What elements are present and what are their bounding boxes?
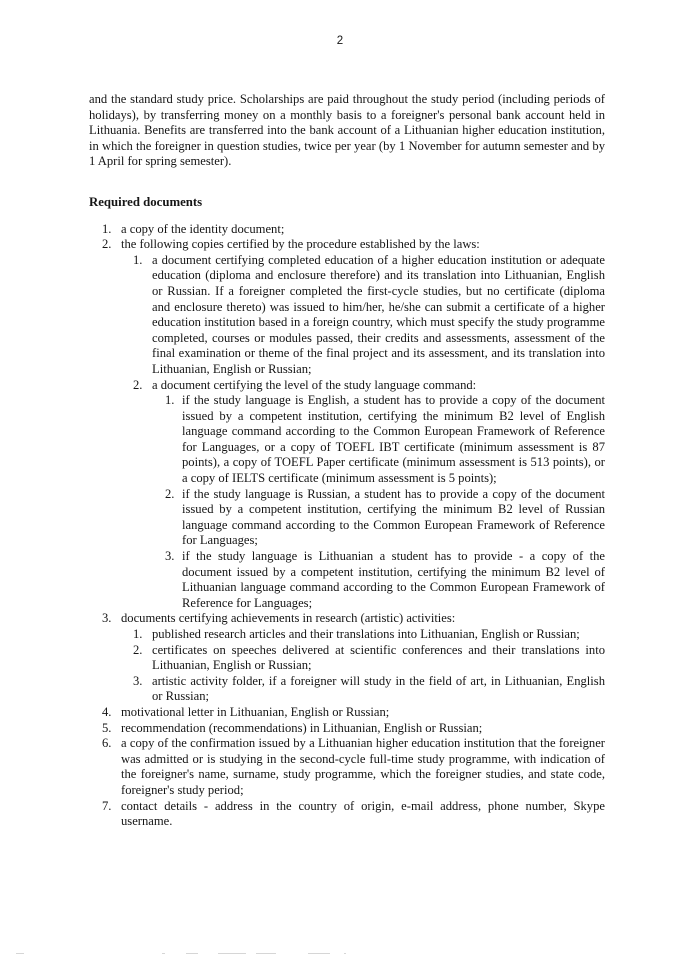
list-item-text: a document certifying completed education of a higher education institution or adequate education (diploma and enclosure therefore) and its translation into Lithuanian, English or Russian. If a foreigner completed the first-cycle studies, but no certificate (diploma and enclosure thereto) was issued to him/her, he/she can submit a certificate of a higher education institution based in a foreign country, which must specify the study programme completed, courses or modules passed, their credits and assessments, assessment of the final examination or theme of the final project and its assessment, and its translation into Lithuanian, English or Russian; bbox=[152, 252, 605, 376]
list-item bbox=[121, 378, 605, 612]
list-item-text: a copy of the confirmation issued by a Lithuanian higher education institution that the foreigner was admitted or is studying in the second-cycle full-time study programme, with indication of the foreigner's name, surname, study programme, which the foreigner studies, and state code, foreigner's study period; bbox=[121, 736, 605, 797]
list-item-text: if the study language is English, a student has to provide a copy of the document issued by a competent institution, certifying the minimum B2 level of English language command according to the Common European Framework of Reference for Languages, or a copy of TOEFL IBT certificate (minimum assessment is 87 points), a copy of TOEFL Paper certificate (minimum assessment is 513 points), or a copy of IELTS certificate (minimum assessment is 5 points); bbox=[182, 393, 605, 486]
list-item bbox=[121, 643, 605, 674]
list-number: 3. bbox=[102, 611, 112, 626]
list-item-text: contact details - address in the country of origin, e-mail address, phone number, Skype username. bbox=[121, 798, 605, 829]
list-number: 1. bbox=[133, 252, 143, 267]
sublist-research-achievements bbox=[121, 627, 605, 705]
list-item-text: published research articles and their translations into Lithuanian, English or Russian; bbox=[152, 627, 580, 641]
section-heading: Required documents bbox=[89, 194, 203, 209]
document-body bbox=[89, 92, 605, 830]
list-item bbox=[152, 549, 605, 611]
list-number: 4. bbox=[102, 704, 112, 719]
list-number: 5. bbox=[102, 720, 112, 735]
list-item bbox=[89, 705, 605, 721]
list-item bbox=[89, 611, 605, 705]
list-item bbox=[89, 799, 605, 830]
sublist-language-command bbox=[152, 393, 605, 611]
list-item bbox=[152, 393, 605, 487]
list-number: 2. bbox=[165, 486, 175, 501]
list-number: 2. bbox=[133, 377, 143, 392]
list-number: 2. bbox=[133, 642, 143, 657]
list-item bbox=[89, 237, 605, 611]
list-item bbox=[121, 674, 605, 705]
list-number: 3. bbox=[133, 673, 143, 688]
scan-artifact bbox=[0, 953, 680, 957]
list-item-text: recommendation (recommendations) in Lithuanian, English or Russian; bbox=[121, 720, 483, 735]
list-item-text: if the study language is Lithuanian a student has to provide - a copy of the document issued by a competent institution, certifying the minimum B2 level of Lithuanian language command according to the Common European Framework of Reference for Languages; bbox=[182, 549, 605, 610]
list-item-text: if the study language is Russian, a student has to provide a copy of the document issued by a competent institution, certifying the minimum B2 level of Russian language command according to the Common European Framework of Reference for Languages; bbox=[182, 486, 605, 548]
list-item bbox=[121, 627, 605, 643]
required-documents-list bbox=[89, 222, 605, 830]
intro-paragraph: and the standard study price. Scholarships are paid throughout the study period (including periods of holidays), by transferring money on a monthly basis to a foreigner's personal bank account held in Lithuania. Benefits are transferred into the bank account of a Lithuanian higher education institution, in which the foreigner in question studies, twice per year (by 1 November for autumn semester and by 1 April for spring semester). bbox=[89, 92, 605, 169]
list-item-text: a document certifying the level of the study language command: bbox=[152, 377, 477, 392]
list-item-text: artistic activity folder, if a foreigner will study in the field of art, in Lithuanian, English or Russian; bbox=[152, 673, 605, 704]
list-item-text: certificates on speeches delivered at scientific conferences and their translations into Lithuanian, English or Russian; bbox=[152, 642, 605, 673]
list-item-text: motivational letter in Lithuanian, English or Russian; bbox=[121, 704, 390, 719]
sublist-certified-copies bbox=[121, 253, 605, 612]
list-number: 7. bbox=[102, 798, 112, 813]
list-item bbox=[89, 222, 605, 238]
list-number: 3. bbox=[165, 549, 175, 564]
list-item-text: the following copies certified by the procedure established by the laws: bbox=[121, 237, 480, 252]
page-number: 2 bbox=[336, 35, 344, 47]
list-item bbox=[89, 736, 605, 798]
list-item-text: a copy of the identity document; bbox=[121, 221, 285, 236]
list-number: 6. bbox=[102, 736, 112, 751]
list-number: 1. bbox=[165, 393, 175, 408]
list-number: 1. bbox=[102, 221, 112, 236]
list-number: 2. bbox=[102, 237, 112, 252]
list-item bbox=[121, 253, 605, 378]
list-item bbox=[89, 721, 605, 737]
list-number: 1. bbox=[133, 627, 143, 641]
list-item-text: documents certifying achievements in research (artistic) activities: bbox=[121, 611, 456, 626]
list-item bbox=[152, 487, 605, 549]
